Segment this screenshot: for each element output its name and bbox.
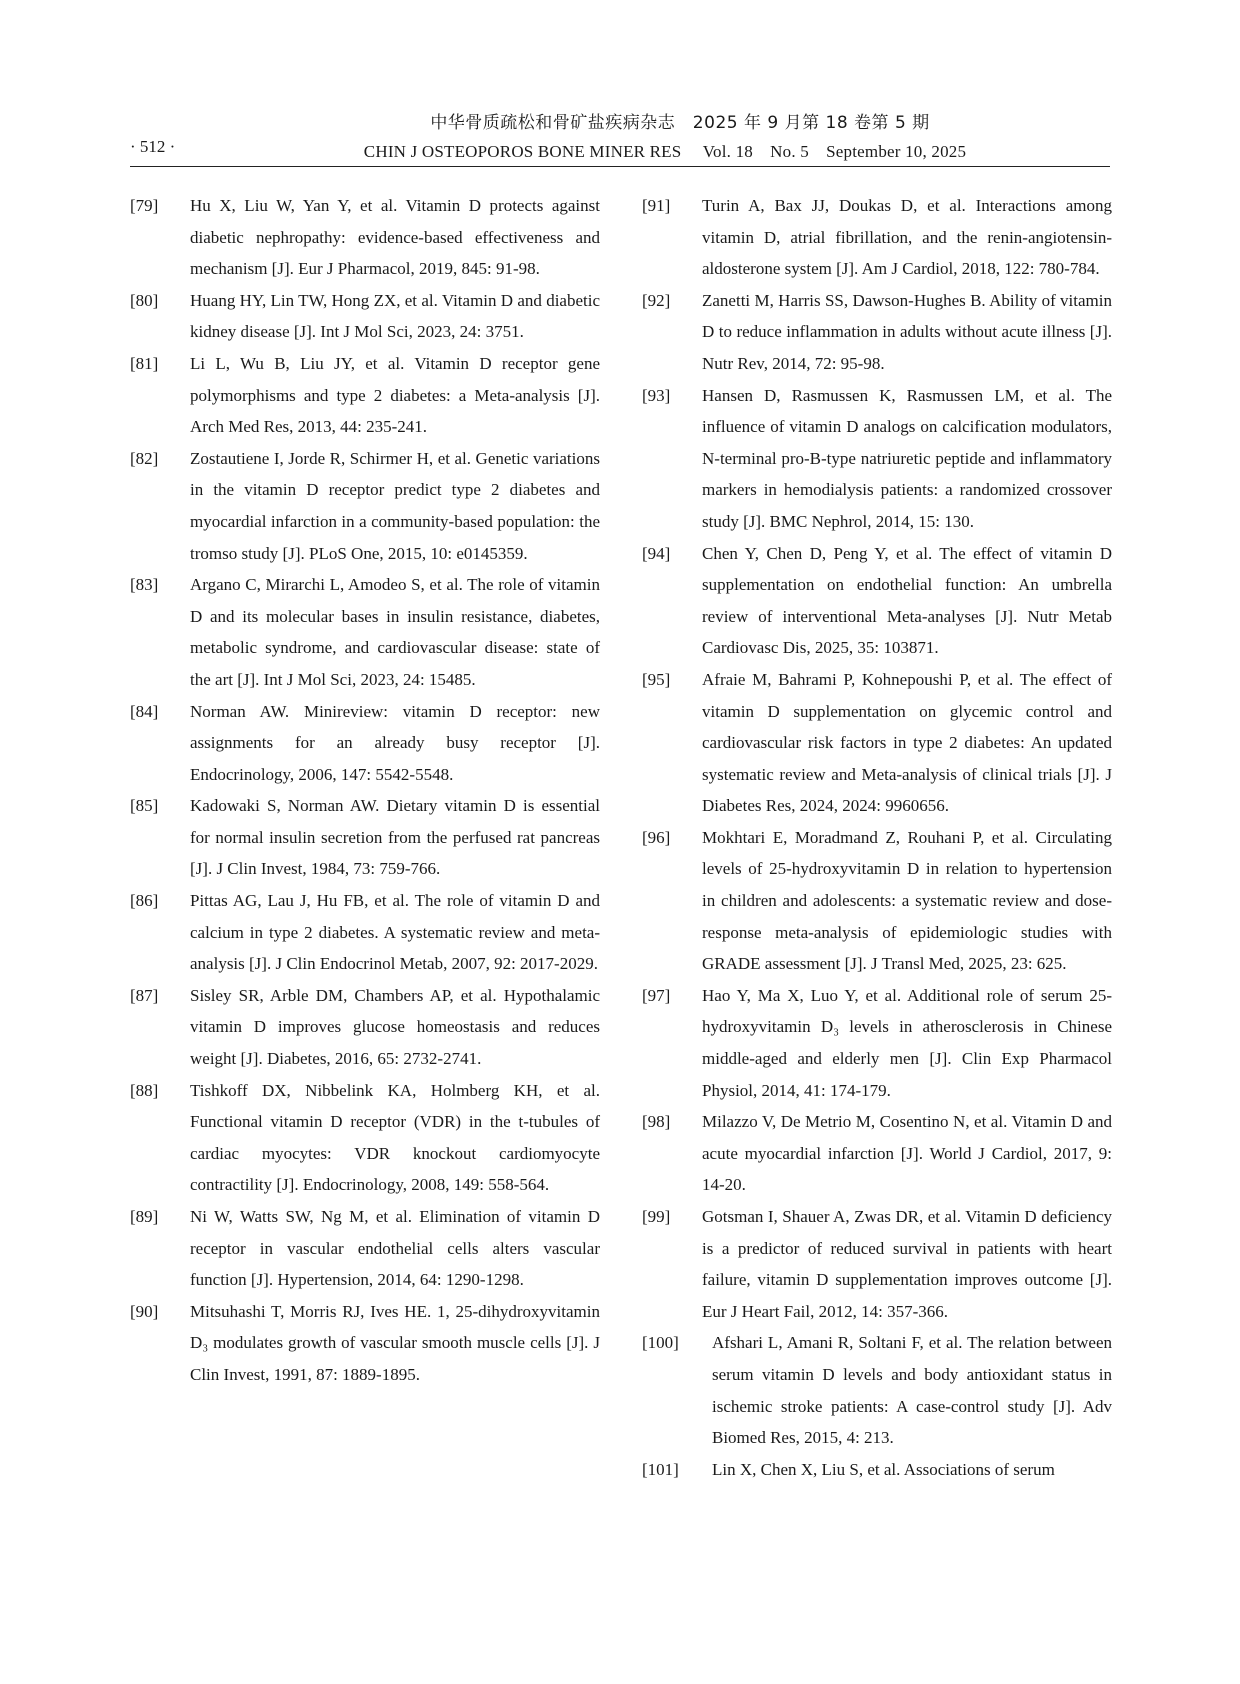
reference-number: [101] xyxy=(642,1459,679,1479)
reference-item xyxy=(130,1201,600,1296)
reference-number: [94] xyxy=(642,543,671,563)
reference-item xyxy=(130,190,600,285)
reference-item xyxy=(642,190,1112,285)
reference-column-right xyxy=(642,190,1112,1485)
reference-text: Afraie M, Bahrami P, Kohnepoushi P, et al. The effect of vitamin D supplementation on glycemic control and cardiovascular risk factors in type 2 diabetes: An updated systematic review and Meta-analysis of clinical trials [J]. J Diabetes Res, 2024, 2024: 9960656. xyxy=(702,669,1112,816)
reference-number: [82] xyxy=(130,448,159,468)
reference-item xyxy=(642,1327,1112,1453)
reference-text: Turin A, Bax JJ, Doukas D, et al. Interactions among vitamin D, atrial fibrillation, and the renin-angiotensin-aldosterone system [J]. Am J Cardiol, 2018, 122: 780-784. xyxy=(702,196,1112,279)
reference-number: [79] xyxy=(130,196,159,215)
reference-item xyxy=(130,348,600,443)
reference-item xyxy=(642,380,1112,538)
reference-column-left xyxy=(130,190,600,1391)
journal-title-en: CHIN J OSTEOPOROS BONE MINER RES Vol. 18 No. 5 September 10, 2025 xyxy=(363,142,967,161)
reference-text: Hu X, Liu W, Yan Y, et al. Vitamin D protects against diabetic nephropathy: evidence-based effectiveness and mechanism [J]. Eur J Pharmacol, 2019, 845: 91-98. xyxy=(190,196,600,279)
reference-item xyxy=(130,885,600,980)
journal-title-cn: 中华骨质疏松和骨矿盐疾病杂志 2025 年 9 月第 18 卷第 5 期 xyxy=(430,113,930,133)
reference-number: [81] xyxy=(130,353,159,373)
reference-number: [91] xyxy=(642,196,671,215)
reference-text: Hansen D, Rasmussen K, Rasmussen LM, et al. The influence of vitamin D analogs on calcification modulators, N-terminal pro-B-type natriuretic peptide and inflammatory markers in hemodialysis patients: a randomized crossover study [J]. BMC Nephrol, 2014, 15: 130. xyxy=(702,385,1112,531)
reference-number: [89] xyxy=(130,1207,159,1226)
reference-item xyxy=(130,443,600,569)
reference-item xyxy=(642,285,1112,380)
reference-number: [90] xyxy=(130,1301,159,1321)
reference-text: Milazzo V, De Metrio M, Cosentino N, et al. Vitamin D and acute myocardial infarction [J]. World J Cardiol, 2017, 9: 14-20. xyxy=(702,1112,1112,1195)
reference-text: Ni W, Watts SW, Ng M, et al. Elimination of vitamin D receptor in vascular endothelial cells alters vascular function [J]. Hypertension, 2014, 64: 1290-1298. xyxy=(190,1207,600,1290)
reference-item xyxy=(642,538,1112,664)
reference-text: Afshari L, Amani R, Soltani F, et al. The relation between serum vitamin D levels and body antioxidant status in ischemic stroke patients: A case-control study [J]. Adv Biomed Res, 2015, 4: 213. xyxy=(712,1333,1112,1448)
reference-number: [97] xyxy=(642,985,671,1005)
header-rule xyxy=(130,166,1110,167)
reference-item xyxy=(130,696,600,791)
reference-number: [84] xyxy=(130,701,159,721)
reference-number: [100] xyxy=(642,1333,679,1353)
reference-item xyxy=(642,822,1112,980)
reference-text: Hao Y, Ma X, Luo Y, et al. Additional role of serum 25-hydroxyvitamin D₃ levels in atherosclerosis in Chinese middle-aged and elderly men [J]. Clin Exp Pharmacol Physiol, 2014, 41: 174-179. xyxy=(702,985,1112,1100)
reference-number: [98] xyxy=(642,1112,671,1132)
page-header xyxy=(130,106,1110,168)
reference-text: Mokhtari E, Moradmand Z, Rouhani P, et al. Circulating levels of 25-hydroxyvitamin D in relation to hypertension in children and adolescents: a systematic review and dose-response meta-analysis of epidemiologic studies with GRADE assessment [J]. J Transl Med, 2025, 23: 625. xyxy=(702,827,1112,974)
reference-item xyxy=(642,1106,1112,1201)
reference-text: Norman AW. Minireview: vitamin D receptor: new assignments for an already busy receptor [J]. Endocrinology, 2006, 147: 5542-5548. xyxy=(190,701,600,784)
reference-number: [87] xyxy=(130,985,159,1005)
reference-item xyxy=(130,790,600,885)
reference-text: Huang HY, Lin TW, Hong ZX, et al. Vitamin D and diabetic kidney disease [J]. Int J Mol Sci, 2023, 24: 3751. xyxy=(190,290,600,342)
reference-text: Mitsuhashi T, Morris RJ, Ives HE. 1, 25-dihydroxyvitamin D₃ modulates growth of vascular smooth muscle cells [J]. J Clin Invest, 1991, 87: 1889-1895. xyxy=(190,1301,600,1384)
reference-item xyxy=(642,980,1112,1106)
reference-text: Zostautiene I, Jorde R, Schirmer H, et al. Genetic variations in the vitamin D receptor predict type 2 diabetes and myocardial infarction in a community-based population: the tromso study [J]. PLoS One, 2015, 10: e0145359. xyxy=(190,448,600,563)
reference-number: [96] xyxy=(642,827,671,847)
reference-item xyxy=(130,1296,600,1391)
reference-number: [99] xyxy=(642,1207,671,1226)
reference-number: [95] xyxy=(642,669,671,689)
reference-item xyxy=(642,664,1112,822)
reference-text: Gotsman I, Shauer A, Zwas DR, et al. Vitamin D deficiency is a predictor of reduced survival in patients with heart failure, vitamin D supplementation improves outcome [J]. Eur J Heart Fail, 2012, 14: 357-366. xyxy=(702,1207,1112,1321)
reference-number: [92] xyxy=(642,290,671,310)
reference-text: Argano C, Mirarchi L, Amodeo S, et al. The role of vitamin D and its molecular bases in insulin resistance, diabetes, metabolic syndrome, and cardiovascular disease: state of the art [J]. Int J Mol Sci, 2023, 24: 15485. xyxy=(190,575,600,689)
reference-item xyxy=(130,569,600,695)
reference-item xyxy=(130,285,600,348)
reference-text: Tishkoff DX, Nibbelink KA, Holmberg KH, et al. Functional vitamin D receptor (VDR) in the t-tubules of cardiac myocytes: VDR knockout cardiomyocyte contractility [J]. Endocrinology, 2008, 149: 558-564. xyxy=(190,1080,600,1195)
reference-item xyxy=(642,1454,1112,1486)
reference-text: Lin X, Chen X, Liu S, et al. Associations of serum xyxy=(712,1459,1055,1479)
reference-text: Pittas AG, Lau J, Hu FB, et al. The role of vitamin D and calcium in type 2 diabetes. A systematic review and meta-analysis [J]. J Clin Endocrinol Metab, 2007, 92: 2017-2029. xyxy=(190,891,600,974)
reference-text: Li L, Wu B, Liu JY, et al. Vitamin D receptor gene polymorphisms and type 2 diabetes: a Meta-analysis [J]. Arch Med Res, 2013, 44: 235-241. xyxy=(190,353,600,437)
reference-text: Kadowaki S, Norman AW. Dietary vitamin D is essential for normal insulin secretion from the perfused rat pancreas [J]. J Clin Invest, 1984, 73: 759-766. xyxy=(190,796,600,879)
reference-text: Zanetti M, Harris SS, Dawson-Hughes B. Ability of vitamin D to reduce inflammation in adults without acute illness [J]. Nutr Rev, 2014, 72: 95-98. xyxy=(702,290,1112,373)
reference-item xyxy=(642,1201,1112,1327)
reference-number: [85] xyxy=(130,796,159,816)
reference-number: [83] xyxy=(130,575,159,595)
reference-item xyxy=(130,1075,600,1201)
reference-text: Chen Y, Chen D, Peng Y, et al. The effect of vitamin D supplementation on endothelial function: An umbrella review of interventional Meta-analyses [J]. Nutr Metab Cardiovasc Dis, 2025, 35: 103871. xyxy=(702,543,1112,658)
reference-number: [88] xyxy=(130,1080,159,1100)
reference-number: [93] xyxy=(642,385,671,405)
reference-text: Sisley SR, Arble DM, Chambers AP, et al. Hypothalamic vitamin D improves glucose homeostasis and reduces weight [J]. Diabetes, 2016, 65: 2732-2741. xyxy=(190,985,600,1069)
reference-number: [80] xyxy=(130,290,159,310)
page-number: · 512 · xyxy=(130,137,176,156)
reference-item xyxy=(130,980,600,1075)
reference-number: [86] xyxy=(130,891,159,911)
